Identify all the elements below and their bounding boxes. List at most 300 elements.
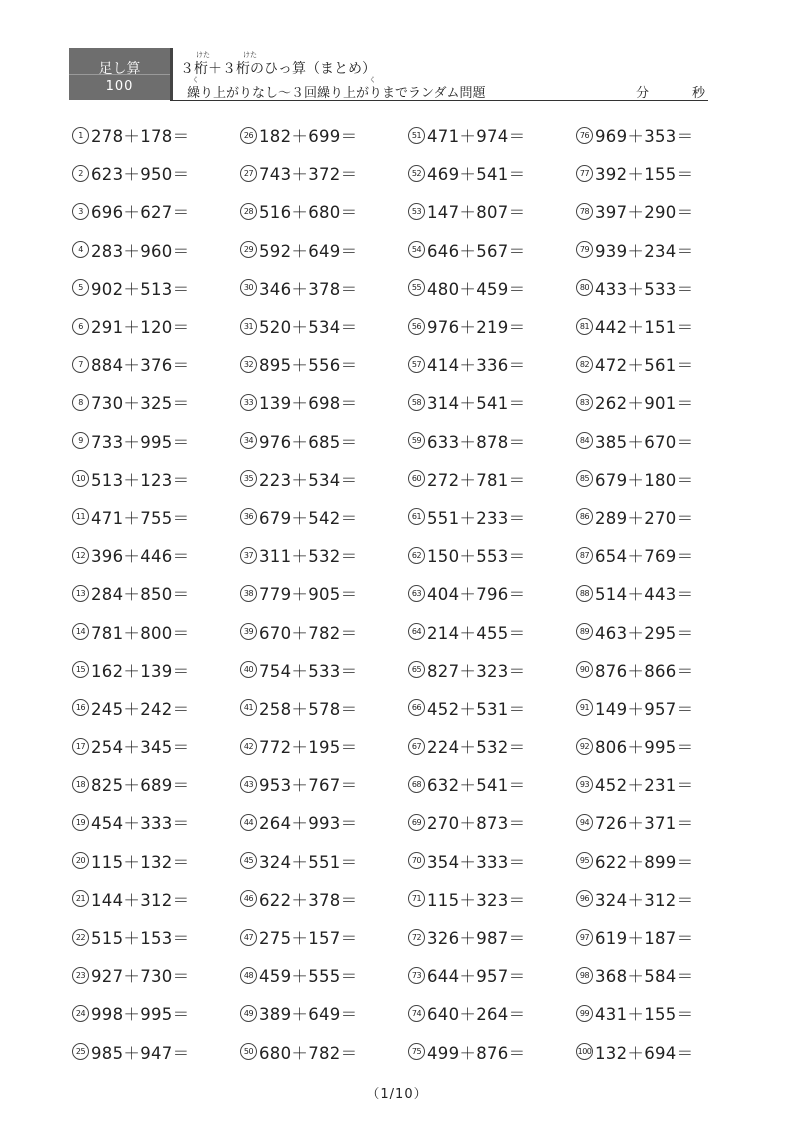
problem-number: 71	[408, 890, 425, 907]
problem-expression: 414＋336＝	[427, 356, 526, 376]
problem-expression: 346＋378＝	[259, 279, 358, 299]
problem-expression: 354＋333＝	[427, 852, 526, 872]
problem-item	[408, 765, 576, 803]
problem-item	[240, 956, 408, 994]
problem-item	[576, 307, 744, 345]
problem-number: 18	[72, 776, 89, 793]
problem-item	[240, 765, 408, 803]
problem-item	[408, 727, 576, 765]
problem-expression: 326＋987＝	[427, 929, 526, 949]
problem-item	[408, 612, 576, 650]
problem-number: 10	[72, 470, 89, 487]
problem-expression: 289＋270＝	[595, 508, 694, 528]
problem-number: 24	[72, 1005, 89, 1022]
problem-item	[240, 231, 408, 269]
problem-number: 60	[408, 470, 425, 487]
problem-item	[72, 956, 240, 994]
problem-expression: 224＋532＝	[427, 738, 526, 758]
problem-expression: 452＋231＝	[595, 776, 694, 796]
problem-expression: 622＋899＝	[595, 852, 694, 872]
problem-item	[72, 422, 240, 460]
problem-item	[576, 574, 744, 612]
problem-number: 52	[408, 165, 425, 182]
problem-expression: 754＋533＝	[259, 661, 358, 681]
problem-item	[408, 498, 576, 536]
problem-expression: 471＋755＝	[91, 508, 190, 528]
problem-expression: 679＋542＝	[259, 508, 358, 528]
problem-expression: 396＋446＝	[91, 547, 190, 567]
problem-number: 91	[576, 699, 593, 716]
problem-expression: 514＋443＝	[595, 585, 694, 605]
problem-item	[576, 345, 744, 383]
problem-number: 53	[408, 203, 425, 220]
problem-number: 9	[72, 432, 89, 449]
problem-item	[240, 651, 408, 689]
problem-number: 6	[72, 318, 89, 335]
problem-number: 56	[408, 318, 425, 335]
problem-item	[408, 842, 576, 880]
problem-expression: 781＋800＝	[91, 623, 190, 643]
problem-number: 78	[576, 203, 593, 220]
problem-expression: 182＋699＝	[259, 127, 358, 147]
ruby-ku-1: く	[192, 76, 199, 84]
problem-item	[408, 918, 576, 956]
problem-expression: 939＋234＝	[595, 241, 694, 261]
problem-number: 46	[240, 890, 257, 907]
problem-item	[408, 307, 576, 345]
problem-expression: 953＋767＝	[259, 776, 358, 796]
problem-number: 79	[576, 241, 593, 258]
problem-item	[408, 383, 576, 421]
problem-expression: 223＋534＝	[259, 470, 358, 490]
header-rule	[170, 100, 708, 101]
problem-number: 100	[576, 1043, 593, 1060]
problem-expression: 644＋957＝	[427, 967, 526, 987]
problem-item	[408, 422, 576, 460]
problem-expression: 454＋333＝	[91, 814, 190, 834]
problem-number: 76	[576, 127, 593, 144]
ruby-ku-2: く	[369, 76, 376, 84]
problem-item	[240, 727, 408, 765]
problem-expression: 654＋769＝	[595, 547, 694, 567]
problem-expression: 150＋553＝	[427, 547, 526, 567]
problem-number: 5	[72, 279, 89, 296]
problem-item	[240, 918, 408, 956]
problem-number: 64	[408, 623, 425, 640]
problem-expression: 696＋627＝	[91, 203, 190, 223]
problem-number: 66	[408, 699, 425, 716]
problem-expression: 646＋567＝	[427, 241, 526, 261]
problem-number: 62	[408, 547, 425, 564]
problem-item	[240, 422, 408, 460]
problem-number: 31	[240, 318, 257, 335]
problem-number: 59	[408, 432, 425, 449]
problem-item	[72, 231, 240, 269]
problem-number: 73	[408, 967, 425, 984]
problem-expression: 314＋541＝	[427, 394, 526, 414]
problem-expression: 976＋219＝	[427, 318, 526, 338]
problem-expression: 245＋242＝	[91, 699, 190, 719]
problem-item	[576, 460, 744, 498]
problem-item	[240, 345, 408, 383]
problem-number: 88	[576, 585, 593, 602]
problem-number: 17	[72, 738, 89, 755]
problem-expression: 726＋371＝	[595, 814, 694, 834]
problem-item	[240, 116, 408, 154]
problem-number: 16	[72, 699, 89, 716]
problem-number: 33	[240, 394, 257, 411]
problem-expression: 469＋541＝	[427, 165, 526, 185]
problem-number: 15	[72, 661, 89, 678]
problem-item	[72, 842, 240, 880]
problem-item	[72, 612, 240, 650]
problem-number: 8	[72, 394, 89, 411]
problem-number: 54	[408, 241, 425, 258]
problem-item	[576, 765, 744, 803]
problem-expression: 499＋876＝	[427, 1043, 526, 1063]
problem-number: 77	[576, 165, 593, 182]
page-number: （1/10）	[366, 1087, 428, 1102]
problem-item	[576, 116, 744, 154]
problem-number: 90	[576, 661, 593, 678]
worksheet-subtitle: 繰り上がりなし～３回繰り上がりまでランダム問題	[187, 86, 486, 101]
problem-expression: 324＋551＝	[259, 852, 358, 872]
problem-expression: 592＋649＝	[259, 241, 358, 261]
problem-item	[240, 842, 408, 880]
problem-expression: 258＋578＝	[259, 699, 358, 719]
problem-expression: 632＋541＝	[427, 776, 526, 796]
problem-item	[576, 956, 744, 994]
problem-number: 29	[240, 241, 257, 258]
problem-item	[240, 269, 408, 307]
problem-number: 20	[72, 852, 89, 869]
problem-item	[240, 1033, 408, 1071]
problem-expression: 516＋680＝	[259, 203, 358, 223]
problem-expression: 132＋694＝	[595, 1043, 694, 1063]
problem-number: 94	[576, 814, 593, 831]
problem-number: 22	[72, 929, 89, 946]
ruby-keta-1: けた	[196, 51, 210, 59]
category-box	[69, 48, 173, 100]
problem-item	[72, 880, 240, 918]
problem-expression: 385＋670＝	[595, 432, 694, 452]
problem-number: 58	[408, 394, 425, 411]
problem-item	[576, 994, 744, 1032]
problem-expression: 670＋782＝	[259, 623, 358, 643]
problem-number: 86	[576, 508, 593, 525]
problem-expression: 806＋995＝	[595, 738, 694, 758]
problem-expression: 311＋532＝	[259, 547, 358, 567]
problem-item	[72, 574, 240, 612]
problem-number: 25	[72, 1043, 89, 1060]
problem-item	[576, 269, 744, 307]
problem-expression: 162＋139＝	[91, 661, 190, 681]
problem-expression: 139＋698＝	[259, 394, 358, 414]
problem-expression: 827＋323＝	[427, 661, 526, 681]
problem-item	[72, 192, 240, 230]
problem-item	[408, 269, 576, 307]
problem-expression: 270＋873＝	[427, 814, 526, 834]
problem-number: 51	[408, 127, 425, 144]
problem-expression: 254＋345＝	[91, 738, 190, 758]
problem-number: 81	[576, 318, 593, 335]
problem-number: 37	[240, 547, 257, 564]
problem-expression: 472＋561＝	[595, 356, 694, 376]
problem-number: 44	[240, 814, 257, 831]
problem-number: 13	[72, 585, 89, 602]
problem-expression: 825＋689＝	[91, 776, 190, 796]
problem-item	[72, 116, 240, 154]
problem-expression: 520＋534＝	[259, 318, 358, 338]
problem-item	[72, 383, 240, 421]
problem-item	[72, 651, 240, 689]
problem-item	[72, 765, 240, 803]
problem-item	[240, 307, 408, 345]
problem-number: 14	[72, 623, 89, 640]
problem-item	[408, 803, 576, 841]
problem-item	[576, 918, 744, 956]
problem-item	[72, 994, 240, 1032]
problem-expression: 459＋555＝	[259, 967, 358, 987]
problem-item	[240, 383, 408, 421]
problem-item	[576, 689, 744, 727]
problem-expression: 115＋132＝	[91, 852, 190, 872]
problem-item	[576, 154, 744, 192]
problem-item	[72, 154, 240, 192]
problem-number: 42	[240, 738, 257, 755]
problem-number: 35	[240, 470, 257, 487]
problem-item	[72, 1033, 240, 1071]
problem-number: 41	[240, 699, 257, 716]
problem-expression: 619＋187＝	[595, 929, 694, 949]
problem-expression: 275＋157＝	[259, 929, 358, 949]
problem-number: 21	[72, 890, 89, 907]
problem-expression: 622＋378＝	[259, 890, 358, 910]
problem-item	[72, 460, 240, 498]
problem-number: 19	[72, 814, 89, 831]
problem-number: 45	[240, 852, 257, 869]
problem-expression: 284＋850＝	[91, 585, 190, 605]
problem-number: 36	[240, 508, 257, 525]
problem-expression: 985＋947＝	[91, 1043, 190, 1063]
problem-number: 75	[408, 1043, 425, 1060]
problem-number: 1	[72, 127, 89, 144]
problem-count: 100	[105, 79, 134, 94]
problem-number: 85	[576, 470, 593, 487]
problem-item	[240, 154, 408, 192]
problem-expression: 147＋807＝	[427, 203, 526, 223]
problem-number: 98	[576, 967, 593, 984]
problem-number: 97	[576, 929, 593, 946]
problem-item	[240, 460, 408, 498]
problem-expression: 431＋155＝	[595, 1005, 694, 1025]
problem-expression: 876＋866＝	[595, 661, 694, 681]
problem-number: 48	[240, 967, 257, 984]
problem-expression: 283＋960＝	[91, 241, 190, 261]
problem-item	[576, 880, 744, 918]
problem-item	[240, 192, 408, 230]
problem-number: 84	[576, 432, 593, 449]
problem-item	[240, 994, 408, 1032]
problem-number: 67	[408, 738, 425, 755]
problem-expression: 640＋264＝	[427, 1005, 526, 1025]
problem-number: 92	[576, 738, 593, 755]
problem-number: 7	[72, 356, 89, 373]
problem-expression: 115＋323＝	[427, 890, 526, 910]
problem-item	[72, 536, 240, 574]
problem-expression: 779＋905＝	[259, 585, 358, 605]
problem-item	[408, 345, 576, 383]
problem-item	[240, 498, 408, 536]
problem-number: 49	[240, 1005, 257, 1022]
problem-number: 55	[408, 279, 425, 296]
problem-number: 26	[240, 127, 257, 144]
problem-item	[408, 574, 576, 612]
problem-expression: 452＋531＝	[427, 699, 526, 719]
problem-item	[72, 345, 240, 383]
problem-expression: 291＋120＝	[91, 318, 190, 338]
problem-number: 65	[408, 661, 425, 678]
problem-number: 74	[408, 1005, 425, 1022]
problem-expression: 368＋584＝	[595, 967, 694, 987]
problem-number: 39	[240, 623, 257, 640]
problem-number: 63	[408, 585, 425, 602]
minutes-label: 分	[636, 86, 650, 101]
problem-number: 50	[240, 1043, 257, 1060]
problem-number: 69	[408, 814, 425, 831]
problem-item	[408, 689, 576, 727]
problem-item	[576, 727, 744, 765]
problem-expression: 442＋151＝	[595, 318, 694, 338]
problem-expression: 389＋649＝	[259, 1005, 358, 1025]
problem-number: 57	[408, 356, 425, 373]
problem-item	[72, 498, 240, 536]
problem-expression: 278＋178＝	[91, 127, 190, 147]
problem-item	[576, 803, 744, 841]
problem-item	[72, 269, 240, 307]
problem-expression: 392＋155＝	[595, 165, 694, 185]
problem-number: 61	[408, 508, 425, 525]
problem-expression: 149＋957＝	[595, 699, 694, 719]
problem-item	[408, 536, 576, 574]
problem-expression: 730＋325＝	[91, 394, 190, 414]
problem-item	[408, 1033, 576, 1071]
problem-item	[576, 498, 744, 536]
problem-expression: 733＋995＝	[91, 432, 190, 452]
problem-item	[72, 727, 240, 765]
worksheet-title: ３桁＋３桁のひっ算（まとめ）	[180, 61, 376, 77]
problem-number: 28	[240, 203, 257, 220]
problem-number: 87	[576, 547, 593, 564]
category-divider	[69, 74, 170, 75]
problem-item	[72, 803, 240, 841]
problem-item	[408, 994, 576, 1032]
problem-number: 43	[240, 776, 257, 793]
problem-number: 72	[408, 929, 425, 946]
problem-expression: 515＋153＝	[91, 929, 190, 949]
problem-number: 47	[240, 929, 257, 946]
problem-number: 99	[576, 1005, 593, 1022]
problem-number: 40	[240, 661, 257, 678]
problem-item	[576, 651, 744, 689]
problem-expression: 264＋993＝	[259, 814, 358, 834]
problem-expression: 772＋195＝	[259, 738, 358, 758]
problem-item	[72, 307, 240, 345]
problem-number: 80	[576, 279, 593, 296]
problem-number: 83	[576, 394, 593, 411]
problem-expression: 144＋312＝	[91, 890, 190, 910]
problem-expression: 884＋376＝	[91, 356, 190, 376]
problem-item	[408, 192, 576, 230]
ruby-keta-2: けた	[243, 51, 257, 59]
problem-expression: 397＋290＝	[595, 203, 694, 223]
problem-expression: 463＋295＝	[595, 623, 694, 643]
problem-number: 32	[240, 356, 257, 373]
problem-item	[240, 536, 408, 574]
problem-expression: 214＋455＝	[427, 623, 526, 643]
problem-expression: 272＋781＝	[427, 470, 526, 490]
problem-expression: 895＋556＝	[259, 356, 358, 376]
problem-item	[408, 231, 576, 269]
problem-item	[408, 460, 576, 498]
problem-expression: 471＋974＝	[427, 127, 526, 147]
problem-expression: 324＋312＝	[595, 890, 694, 910]
problem-expression: 633＋878＝	[427, 432, 526, 452]
problem-item	[240, 574, 408, 612]
problem-number: 34	[240, 432, 257, 449]
problem-grid	[72, 116, 744, 1071]
problem-item	[240, 880, 408, 918]
problem-number: 30	[240, 279, 257, 296]
problem-expression: 262＋901＝	[595, 394, 694, 414]
problem-expression: 679＋180＝	[595, 470, 694, 490]
problem-number: 3	[72, 203, 89, 220]
problem-item	[408, 154, 576, 192]
problem-expression: 969＋353＝	[595, 127, 694, 147]
problem-item	[240, 689, 408, 727]
problem-expression: 902＋513＝	[91, 279, 190, 299]
problem-item	[240, 612, 408, 650]
problem-expression: 927＋730＝	[91, 967, 190, 987]
problem-expression: 433＋533＝	[595, 279, 694, 299]
problem-item	[576, 192, 744, 230]
problem-number: 38	[240, 585, 257, 602]
problem-item	[408, 651, 576, 689]
problem-item	[72, 689, 240, 727]
problem-expression: 998＋995＝	[91, 1005, 190, 1025]
problem-number: 70	[408, 852, 425, 869]
problem-expression: 623＋950＝	[91, 165, 190, 185]
problem-number: 4	[72, 241, 89, 258]
problem-number: 96	[576, 890, 593, 907]
problem-expression: 404＋796＝	[427, 585, 526, 605]
category-label: 足し算	[98, 61, 141, 77]
problem-number: 68	[408, 776, 425, 793]
problem-item	[408, 880, 576, 918]
problem-number: 11	[72, 508, 89, 525]
problem-item	[576, 536, 744, 574]
problem-item	[576, 383, 744, 421]
problem-item	[408, 956, 576, 994]
seconds-label: 秒	[692, 86, 706, 101]
problem-expression: 680＋782＝	[259, 1043, 358, 1063]
problem-item	[576, 231, 744, 269]
problem-item	[408, 116, 576, 154]
problem-number: 93	[576, 776, 593, 793]
problem-number: 2	[72, 165, 89, 182]
problem-item	[576, 612, 744, 650]
problem-number: 95	[576, 852, 593, 869]
